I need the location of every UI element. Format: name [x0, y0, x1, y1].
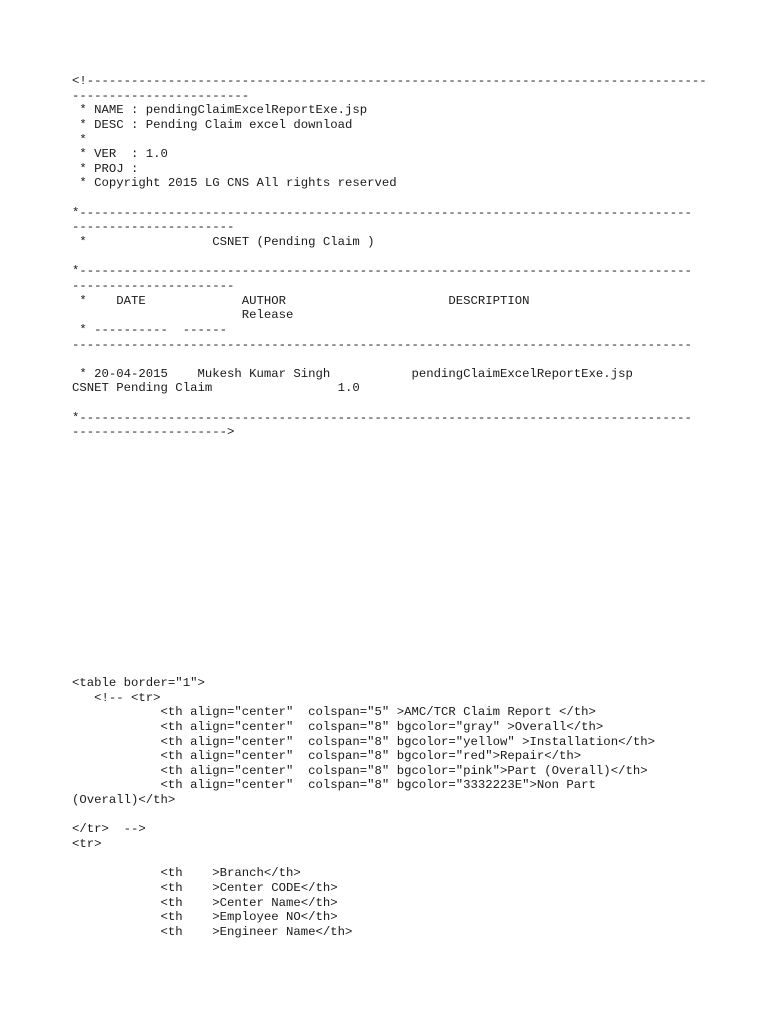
- code-line: <th >Employee NO</th>: [72, 910, 338, 925]
- header-comment-block: [72, 74, 707, 440]
- code-line: * Copyright 2015 LG CNS All rights reserved: [72, 176, 397, 191]
- code-line: *: [72, 132, 87, 147]
- code-line: ------------------------------------------------------------------------------------: [72, 337, 692, 352]
- code-line: CSNET Pending Claim 1.0: [72, 381, 360, 396]
- code-line: (Overall)</th>: [72, 793, 176, 808]
- code-line: [72, 852, 702, 867]
- code-line: <tr>: [72, 837, 102, 852]
- code-line: ----------------------: [72, 220, 235, 235]
- code-line: *-----------------------------------------------------------------------------------: [72, 205, 692, 220]
- code-line: * NAME : pendingClaimExcelReportExe.jsp: [72, 103, 368, 118]
- code-line: * ---------- ------: [72, 322, 227, 337]
- code-line: <th align="center" colspan="8" bgcolor="yellow" >Installation</th>: [72, 734, 655, 749]
- code-line: <th >Center Name</th>: [72, 895, 338, 910]
- code-line: <table border="1">: [72, 676, 205, 690]
- code-line: <th >Engineer Name</th>: [72, 924, 353, 939]
- code-line: * CSNET (Pending Claim ): [72, 235, 375, 250]
- code-line: </tr> -->: [72, 822, 146, 837]
- code-line: <th align="center" colspan="8" bgcolor="pink">Part (Overall)</th>: [72, 763, 648, 778]
- code-line: Release: [72, 308, 294, 323]
- code-line: * 20-04-2015 Mukesh Kumar Singh pendingClaimExcelReportExe.jsp: [72, 366, 633, 381]
- code-line: [72, 808, 702, 823]
- code-line: * DESC : Pending Claim excel download: [72, 117, 353, 132]
- code-line: <!------------------------------------------------------------------------------------: [72, 74, 707, 88]
- code-line: <th align="center" colspan="8" bgcolor="red">Repair</th>: [72, 749, 582, 764]
- code-line: [72, 352, 702, 367]
- code-line: <!-- <tr>: [72, 690, 161, 705]
- code-line: <th align="center" colspan="8" bgcolor="gray" >Overall</th>: [72, 719, 604, 734]
- code-line: *-----------------------------------------------------------------------------------: [72, 410, 692, 425]
- code-line: [72, 396, 702, 411]
- code-line: <th align="center" colspan="5" >AMC/TCR Claim Report </th>: [72, 705, 596, 720]
- code-line: --------------------->: [72, 425, 235, 440]
- table-markup-block: [72, 676, 702, 940]
- code-line: [72, 250, 702, 265]
- code-line: * DATE AUTHOR DESCRIPTION: [72, 293, 530, 308]
- code-line: ------------------------: [72, 88, 250, 103]
- code-line: <th >Branch</th>: [72, 866, 301, 881]
- code-line: <th align="center" colspan="8" bgcolor="3332223E">Non Part: [72, 778, 596, 793]
- code-line: *-----------------------------------------------------------------------------------: [72, 264, 692, 279]
- code-line: ----------------------: [72, 278, 235, 293]
- code-line: * VER : 1.0: [72, 147, 168, 162]
- code-line: <th >Center CODE</th>: [72, 880, 338, 895]
- code-line: [72, 191, 702, 206]
- code-line: * PROJ :: [72, 161, 139, 176]
